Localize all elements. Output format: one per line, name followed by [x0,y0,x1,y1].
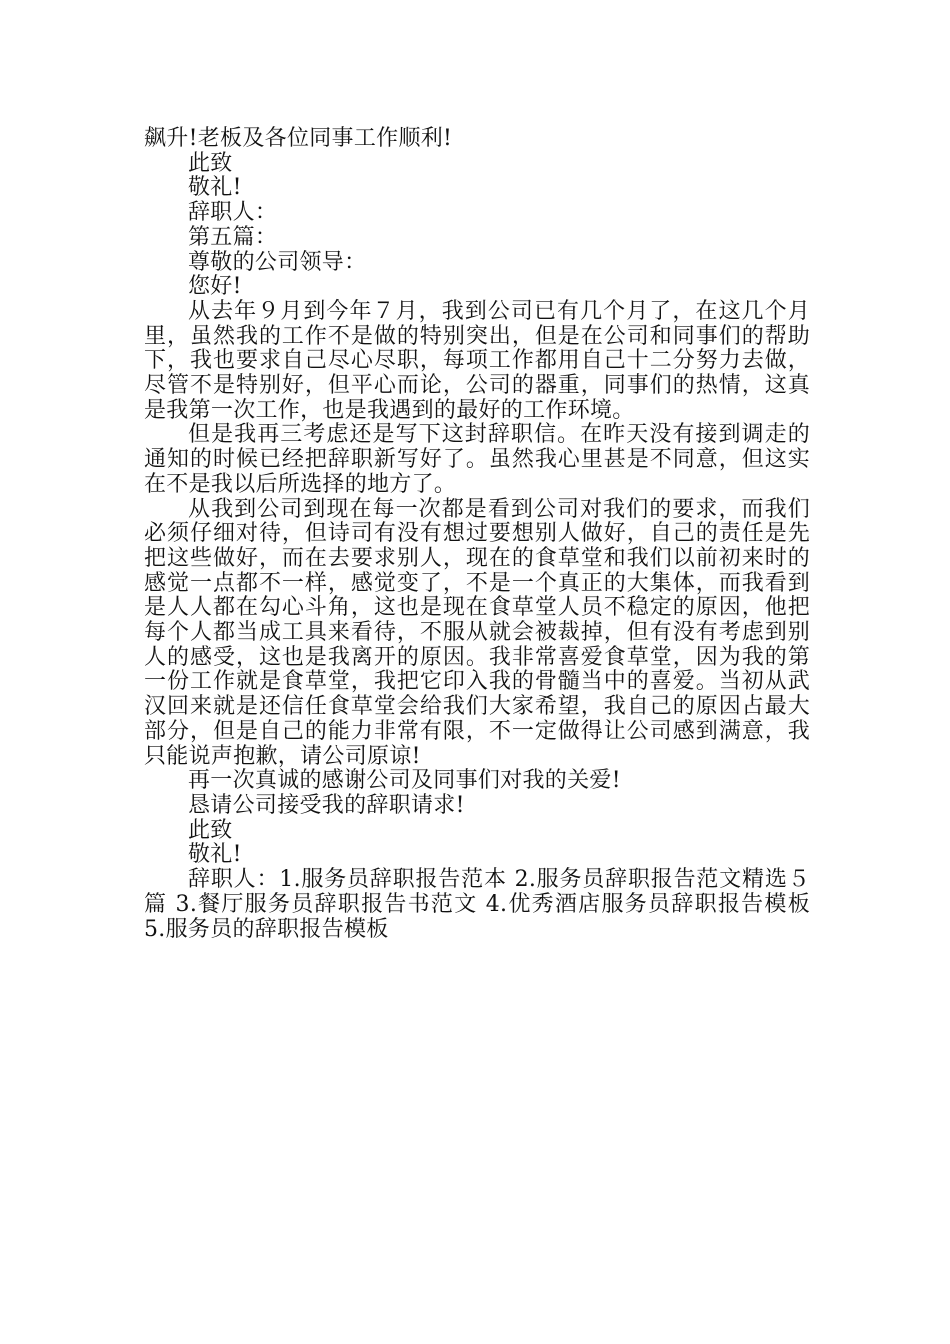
paragraph-thanks: 再一次真诚的感谢公司及同事们对我的关爱! [188,768,621,794]
paragraph-body-2: 但是我再三考虑还是写下这封辞职信。在昨天没有接到调走的通知的时候已经把辞职新写好了。虽然我心里甚是不同意，但这实在不是我以后所选择的地方了。 [144,422,810,497]
section-heading-part-five: 第五篇： [188,224,278,250]
document-page [144,127,810,942]
paragraph-signer: 辞职人： [188,200,278,226]
paragraph-closing-jingli-2: 敬礼! [188,842,242,868]
paragraph-greeting: 您好! [188,274,242,300]
paragraph-closing-jingli: 敬礼! [188,175,242,201]
paragraph-request: 恳请公司接受我的辞职请求! [188,792,465,818]
paragraph-body-3: 从我到公司到现在每一次都是看到公司对我们的要求，而我们必须仔细对待，但诗司有没有想过要想别人做好，自己的责任是先把这些做好，而在去要求别人，现在的食草堂和我们以前初来时的感觉一点都不一样，感觉变了，不是一个真正的大集体，而我看到是人人都在勾心斗角，这也是现在食草堂人员不稳定的原因，他把每个人都当成工具来看待，不服从就会被裁掉，但有没有考虑到别人的感受，这也是我离开的原因。我非常喜爱食草堂，因为我的第一份工作就是食草堂，我把它印入我的骨髓当中的喜爱。当初从武汉回来就是还信任食草堂会给我们大家希望，我自己的原因占最大部分，但是自己的能力非常有限，不一定做得让公司感到满意，我只能说声抱歉，请公司原谅! [144,496,810,769]
paragraph-closing-cizhi-2: 此致 [188,817,233,843]
paragraph-opening-wish: 飙升!老板及各位同事工作顺利! [144,126,453,151]
paragraph-signer-related-links: 辞职人：1.服务员辞职报告范本 2.服务员辞职报告范文精选５篇 3.餐厅服务员辞职报告书范文 4.优秀酒店服务员辞职报告模板 5.服务员的辞职报告模板 [144,867,810,942]
paragraph-salutation: 尊敬的公司领导： [188,249,367,275]
paragraph-closing-cizhi: 此致 [188,150,233,176]
paragraph-body-1: 从去年９月到今年７月，我到公司已有几个月了，在这几个月里，虽然我的工作不是做的特别突出，但是在公司和同事们的帮助下，我也要求自己尽心尽职，每项工作都用自己十二分努力去做，尽管不是特别好，但平心而论，公司的器重，同事们的热情，这真是我第一次工作，也是我遇到的最好的工作环境。 [144,298,810,423]
